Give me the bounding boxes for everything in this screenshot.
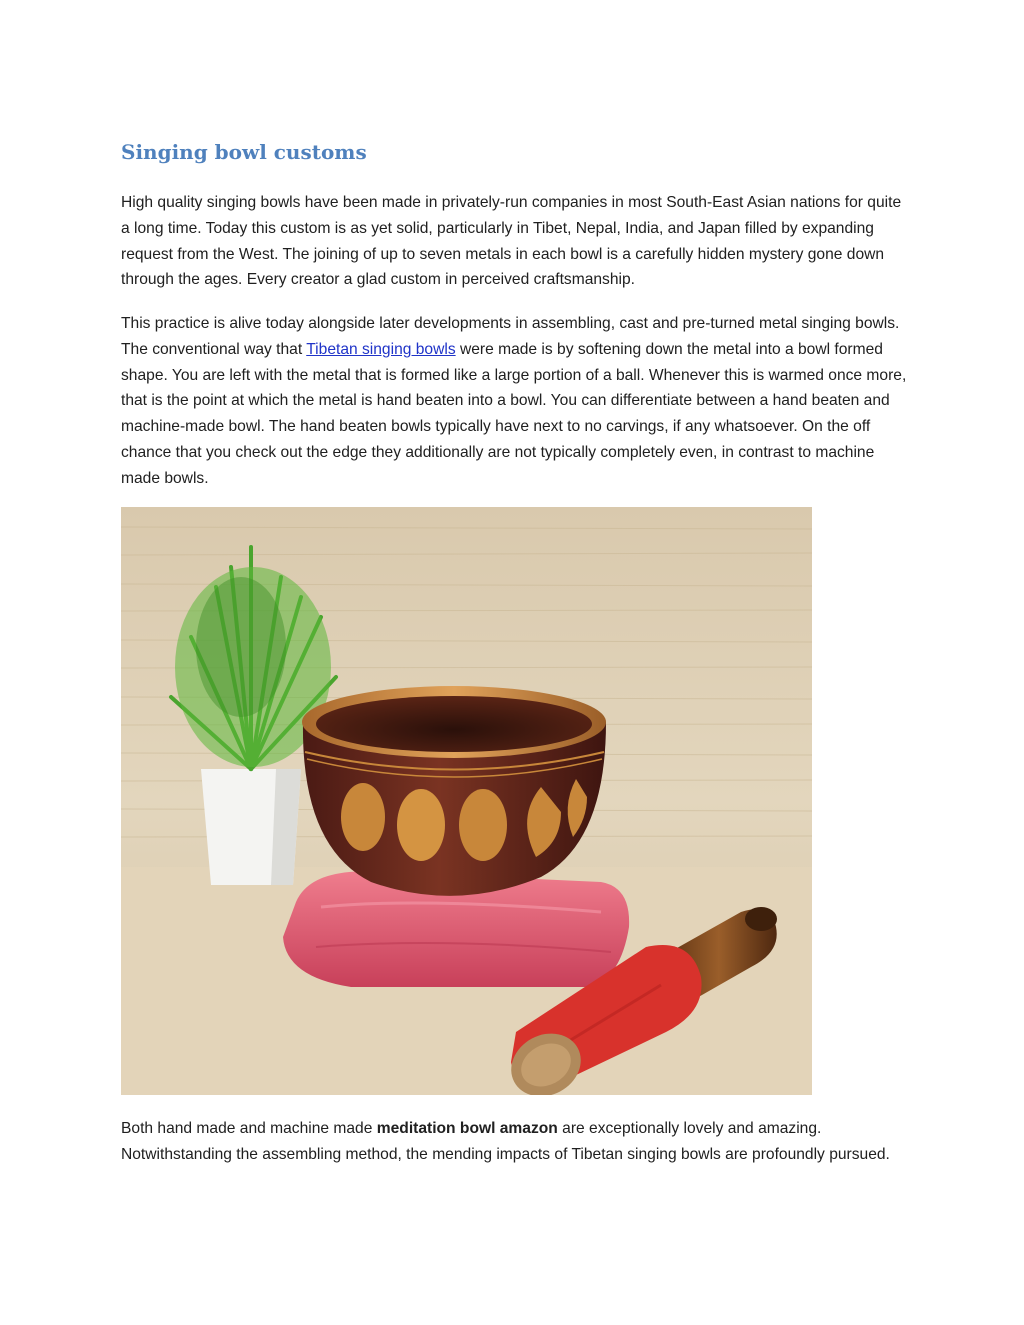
singing-bowl-photo <box>121 507 812 1095</box>
paragraph-conclusion <box>121 1116 911 1168</box>
paragraph-practice <box>121 311 911 492</box>
paragraph-conclusion-text-2: are exceptionally lovely and amazing. Notwithstanding the assembling method, the mending impacts of Tibetan singing bowls are profoundly pursued. <box>121 1120 890 1163</box>
paragraph-intro: High quality singing bowls have been made in privately-run companies in most South-East Asian nations for quite a long time. Today this custom is as yet solid, particularly in Tibet, Nepal, India, and Japan filled by expanding request from the West. The joining of up to seven metals in each bowl is a carefully hidden mystery gone down through the ages. Every creator a glad custom in perceived craftsmanship. <box>121 194 902 289</box>
paragraph-conclusion-text-1: Both hand made and machine made <box>121 1120 377 1137</box>
paragraph-practice-text-2: were made is by softening down the metal into a bowl formed shape. You are left with the metal that is formed like a large portion of a ball. Whenever this is warmed once more, that is the point at which the metal is hand beaten into a bowl. You can differentiate between a hand beaten and machine-made bowl. The hand beaten bowls typically have next to no carvings, if any whatsoever. On the off chance that you check out the edge they additionally are not typically completely even, in contrast to machine made bowls. <box>121 340 907 487</box>
tibetan-singing-bowls-link[interactable]: Tibetan singing bowls <box>306 340 456 358</box>
meditation-bowl-keyword: meditation bowl amazon <box>376 1120 558 1137</box>
paragraph-practice-text-1: This practice is alive today alongside later developments in assembling, cast and pre-turned metal singing bowls. The conventional way that <box>121 315 900 358</box>
section-heading: Singing bowl customs <box>121 140 367 164</box>
